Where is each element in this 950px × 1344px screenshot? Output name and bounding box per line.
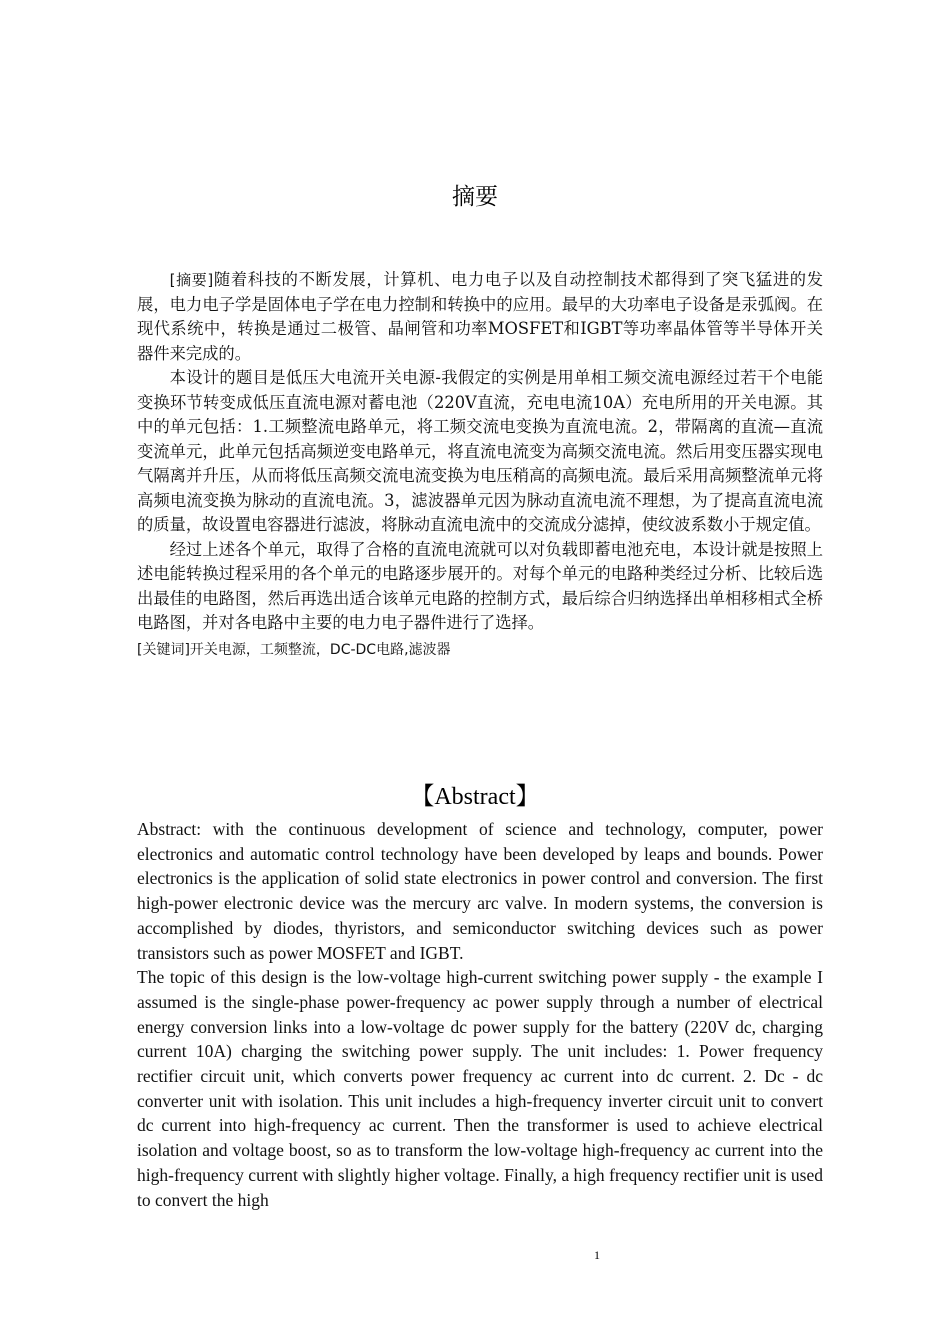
- chinese-abstract-paragraph-1-text: 随着科技的不断发展，计算机、电力电子以及自动控制技术都得到了突飞猛进的发展，电力电子学是固体电子学在电力控制和转换中的应用。最早的大功率电子设备是汞弧阀。在现代系统中，转换是通过二极管、晶闸管和功率MOSFET和IGBT等功率晶体管等半导体开关器件来完成的。: [137, 270, 823, 363]
- chinese-abstract-title: 摘要: [452, 184, 498, 210]
- chinese-abstract-paragraph-3: 经过上述各个单元，取得了合格的直流电流就可以对负载即蓄电池充电，本设计就是按照上述电能转换过程采用的各个单元的电路逐步展开的。对每个单元的电路种类经过分析、比较后选出最佳的电路图，然后再选出适合该单元电路的控制方式，最后综合归纳选择出单相移相式全桥电路图，并对各电路中主要的电力电子器件进行了选择。: [137, 539, 823, 632]
- page-number: 1: [594, 1248, 600, 1262]
- english-abstract-body: [137, 817, 823, 1212]
- english-abstract-paragraph-1: Abstract: with the continuous development of science and technology, computer, power electronics and automatic control technology have been developed by leaps and bounds. Power electronics is the application of solid state electronics in power control and conversion. The first high-power electronic device was the mercury arc valve. In modern systems, the conversion is accomplished by diodes, thyristors, and semiconductor switching devices such as power transistors such as power MOSFET and IGBT.: [137, 819, 823, 963]
- chinese-abstract-body: [137, 268, 823, 662]
- chinese-abstract-paragraph-2: 本设计的题目是低压大电流开关电源-我假定的实例是用单相工频交流电源经过若干个电能变换环节转变成低压直流电源对蓄电池（220V直流，充电电流10A）充电所用的开关电源。其中的单元包括：1.工频整流电路单元，将工频交流电变换为直流电流。2，带隔离的直流—直流变流单元，此单元包括高频逆变电路单元，将直流电流变为高频交流电流。然后用变压器实现电气隔离并升压，从而将低压高频交流电流变换为电压稍高的高频电流。最后采用高频整流单元将高频电流变换为脉动的直流电流。3，滤波器单元因为脉动直流电流不理想，为了提高直流电流的质量，故设置电容器进行滤波，将脉动直流电流中的交流成分滤掉，使纹波系数小于规定值。: [137, 368, 823, 534]
- keywords-line: [关键词]开关电源，工频整流，DC-DC电路,滤波器: [137, 641, 451, 658]
- english-abstract-paragraph-2: The topic of this design is the low-voltage high-current switching power supply - the example I assumed is the single-phase power-frequency ac power supply through a number of electrical energy conversion links into a low-voltage dc power supply for the battery (220V dc, charging current 10A) charging the switching power supply. The unit includes: 1. Power frequency rectifier circuit unit, which converts power frequency ac current into dc current. 2. Dc - dc converter unit with isolation. This unit includes a high-frequency inverter circuit unit to convert dc current into high-frequency ac current. Then the transformer is used to achieve electrical isolation and voltage boost, so as to transform the low-voltage high-frequency ac current into the high-frequency current with slightly higher voltage. Finally, a high frequency rectifier unit is used to convert the high: [137, 967, 823, 1210]
- chinese-abstract-paragraph-1: [137, 268, 823, 366]
- english-abstract-title: 【Abstract】: [410, 784, 540, 810]
- abstract-label: [摘要]: [169, 271, 214, 289]
